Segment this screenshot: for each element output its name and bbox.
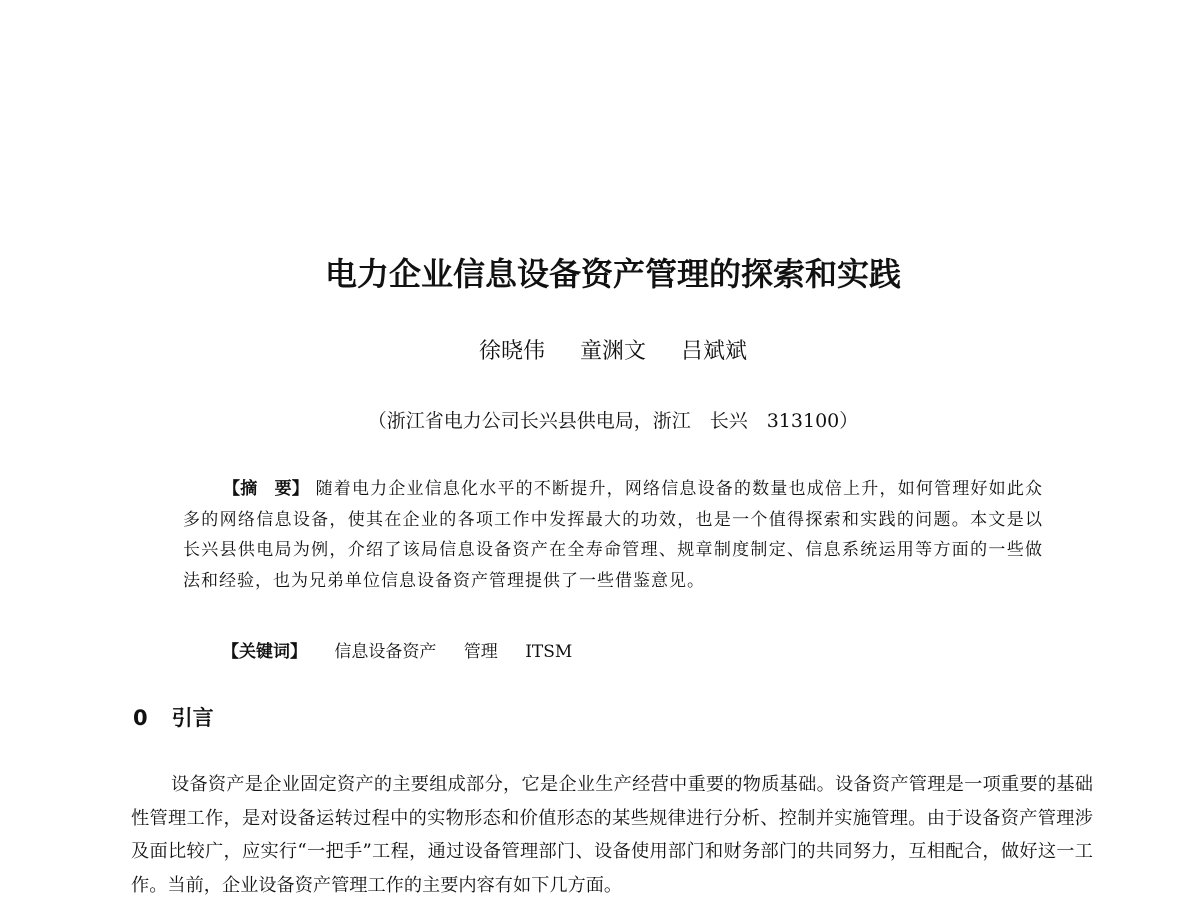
abstract-text: 随着电力企业信息化水平的不断提升，网络信息设备的数量也成倍上升，如何管理好如此众多的网络信息设备，使其在企业的各项工作中发挥最大的功效，也是一个值得探索和实践的问题。本文是以长兴县供电局为例，介绍了该局信息设备资产在全寿命管理、规章制度制定、信息系统运用等方面的一些做法和经验，也为兄弟单位信息设备资产管理提供了一些借鉴意见。 <box>183 479 1044 591</box>
keywords <box>222 636 1042 668</box>
paper-title: 电力企业信息设备资产管理的探索和实践 <box>324 255 901 293</box>
section-title: 引言 <box>171 706 214 730</box>
section-number: 0 <box>133 706 148 730</box>
section-heading <box>133 700 214 736</box>
keywords-label: 【关键词】 <box>222 642 307 662</box>
body-paragraph: 设备资产是企业固定资产的主要组成部分，它是企业生产经营中重要的物质基础。设备资产管理是一项重要的基础性管理工作，是对设备运转过程中的实物形态和价值形态的某些规律进行分析、控制并实施管理。由于设备资产管理涉及面比较广，应实行“一把手”工程，通过设备管理部门、设备使用部门和财务部门的共同努力，互相配合，做好这一工作。当前，企业设备资产管理工作的主要内容有如下几方面。 <box>131 774 1093 896</box>
abstract <box>183 474 1043 596</box>
keyword: ITSM <box>525 642 573 662</box>
author-list <box>0 336 1200 368</box>
abstract-label: 【摘 要】 <box>223 479 309 499</box>
author-affiliation: （浙江省电力公司长兴县供电局，浙江 长兴 313100） <box>367 410 859 432</box>
author-name: 童渊文 <box>579 339 646 364</box>
author-name: 徐晓伟 <box>478 339 545 364</box>
author-name: 吕斌斌 <box>681 339 748 364</box>
keyword: 管理 <box>463 642 498 662</box>
keyword: 信息设备资产 <box>334 642 437 662</box>
